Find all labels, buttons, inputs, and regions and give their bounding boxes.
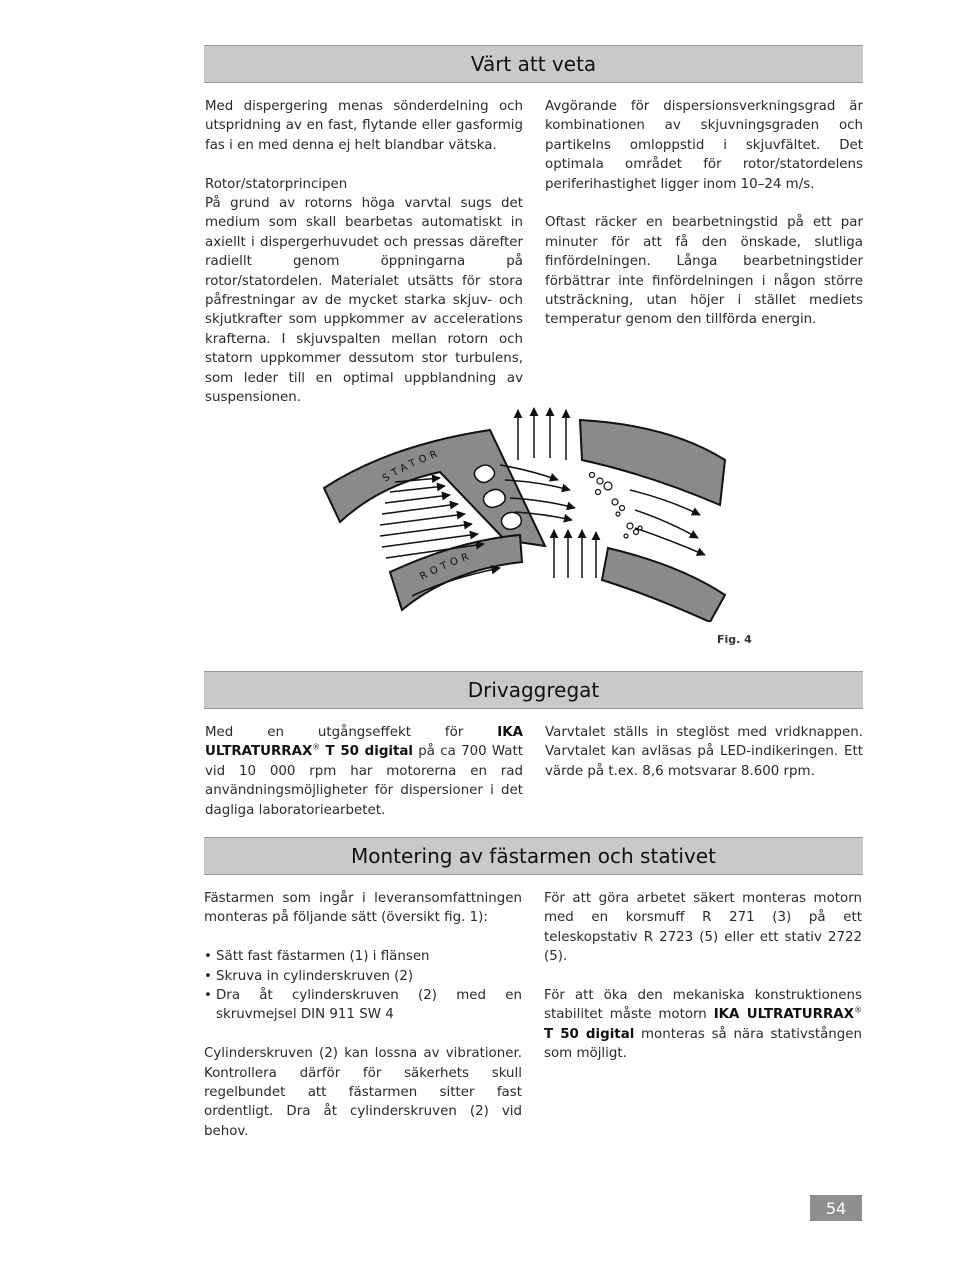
stator-right-segment — [580, 420, 725, 505]
paragraph: Cylinderskruven (2) kan lossna av vibrationer. Kontrollera därför för säkerhets skull regelbundet att fästarmen sitter fast ordentligt. Dra åt cylinderskruven (2) vid behov. — [204, 1046, 522, 1139]
paragraph-text: För att öka den mekaniska konstruktionens stabilitet måste motorn — [544, 988, 862, 1023]
paragraph-text: På grund av rotorns höga varvtal sugs det medium som skall bearbetas automatiskt in axiellt i dispergerhuvudet och pressas därefter radiellt genom öppningarna på rotor/statordelen. Materialet utsätts för stora påfrestningar av de mycket starka skjuv- och skjutkrafter som uppkommer av accelerations krafterna. I skjuvspalten mellan rotorn och statorn uppkommer dessutom stor turbulens, som leder till en optimal uppblandning av suspensionen. — [205, 196, 523, 406]
rotor-label: ROTOR — [418, 550, 475, 583]
product-name: IKA ULTRATURRAX — [205, 725, 523, 760]
section-heading-drivaggregat — [204, 671, 863, 709]
registered-mark: ® — [312, 742, 321, 752]
product-model: T 50 digital — [544, 1026, 635, 1042]
mounting-steps-list — [204, 947, 522, 1025]
rotor-stator-diagram — [300, 400, 760, 622]
paragraph: För att göra arbetet säkert monteras motorn med en korsmuff R 271 (3) på ett teleskopstativ R 2723 (5) eller ett stativ 2722 (5). — [544, 891, 862, 965]
registered-mark: ® — [854, 1005, 862, 1015]
paragraph — [205, 723, 523, 820]
paragraph: Fästarmen som ingår i leveransomfattningen monteras på följande sätt (översikt fig. 1): — [204, 891, 522, 926]
vart-att-veta-left-column — [205, 97, 523, 407]
paragraph: Oftast räcker en bearbetningstid på ett par minuter för att få den önskade, slutliga finfördelningen. Långa bearbetningstider förbättrar inte finfördelningen i någon större utsträckning, utan höjer i stället mediets temperatur genom den tillförda energin. — [545, 215, 863, 328]
paragraph: Avgörande för dispersionsverkningsgrad är kombinationen av skjuvningsgraden och partikelns omloppstid i skjuvfältet. Det optimala området för rotor/statordelens periferihastighet ligger inom 10–24 m/s. — [545, 99, 863, 192]
section-title: Montering av fästarmen och stativet — [351, 844, 716, 868]
paragraph: Med dispergering menas sönderdelning och utspridning av en fast, flytande eller gasformig fas i en med denna ej helt blandbar vätska. — [205, 99, 523, 153]
drivaggregat-right-column — [545, 723, 863, 781]
paragraph — [205, 175, 523, 408]
rotor-left-segment — [390, 535, 522, 610]
paragraph — [544, 986, 862, 1064]
section-heading-montering — [204, 837, 863, 875]
figure-caption: Fig. 4 — [717, 633, 752, 646]
list-item: • Sätt fast fästarmen (1) i flänsen — [204, 947, 522, 966]
section-title: Värt att veta — [470, 52, 597, 76]
product-model: T 50 digital — [325, 744, 414, 760]
upward-arrows-bottom — [554, 530, 596, 578]
paragraph: Varvtalet ställs in steglöst med vridknappen. Varvtalet kan avläsas på LED-indikeringen. Ett värde på t.ex. 8,6 motsvarar 8.600 rpm. — [545, 725, 863, 779]
montering-left-column — [204, 889, 522, 1141]
upward-arrows-top — [518, 408, 566, 460]
section-heading-vart-att-veta — [204, 45, 863, 83]
rotor-right-segment — [602, 548, 725, 622]
paragraph-text: monteras så nära stativstången som möjligt. — [544, 1026, 862, 1062]
stator-label: STATOR — [380, 447, 443, 485]
page-number: 54 — [810, 1195, 862, 1221]
montering-right-column — [544, 889, 862, 1064]
product-name: IKA ULTRATURRAX — [713, 1007, 854, 1023]
particles-small — [590, 473, 643, 539]
vart-att-veta-right-column — [545, 97, 863, 330]
list-item: • Dra åt cylinderskruven (2) med en skruvmejsel DIN 911 SW 4 — [204, 986, 522, 1025]
section-title: Drivaggregat — [467, 678, 600, 702]
subheading: Rotor/statorprincipen — [205, 176, 348, 192]
list-item: • Skruva in cylinderskruven (2) — [204, 967, 522, 986]
paragraph-text: Med en utgångseffekt för — [205, 725, 498, 740]
drivaggregat-left-column — [205, 723, 523, 820]
paragraph-text: på ca 700 Watt vid 10 000 rpm har motorerna en rad användningsmöjligheter för dispersioner i det dagliga laboratoriearbetet. — [205, 744, 523, 818]
